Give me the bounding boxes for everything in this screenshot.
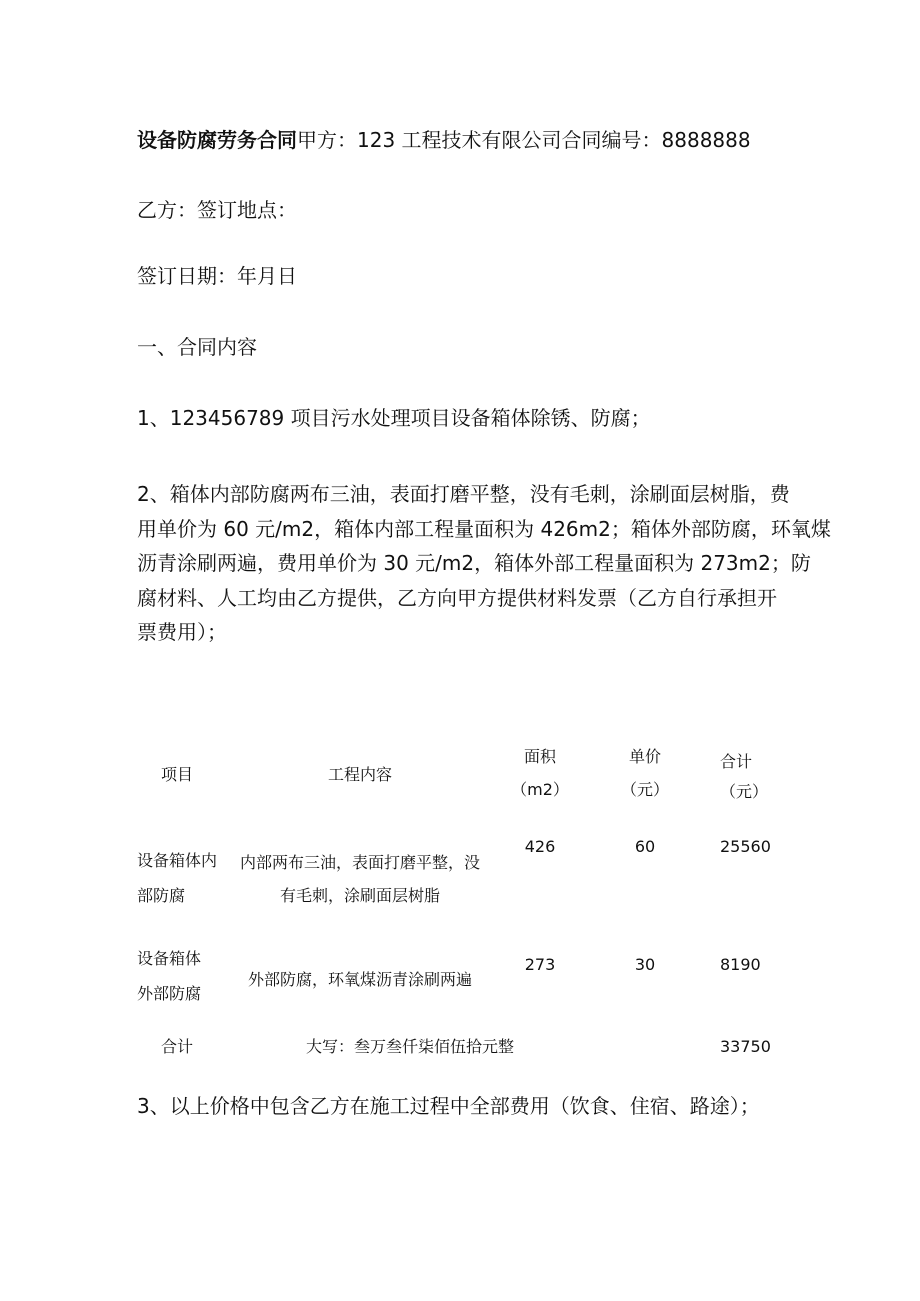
row-2-item: 外部防腐 <box>137 984 202 1003</box>
header-area: 面积 <box>523 747 556 766</box>
contract-number: 合同编号：8888888 <box>561 128 751 152</box>
row-1-content: 内部两布三油，表面打磨平整，没 <box>239 853 480 872</box>
header-total-unit: （元） <box>720 782 769 801</box>
clause-2-line: 沥青涂刷两遍，费用单价为 30 元/m2，箱体外部工程量面积为 273m2；防 <box>137 551 811 575</box>
signing-date-line: 签订日期：年月日 <box>137 264 297 288</box>
header-area-unit: （m2） <box>511 780 569 799</box>
row-2-item: 设备箱体 <box>137 949 202 968</box>
row-2-area: 273 <box>524 955 556 974</box>
row-1-price: 60 <box>634 837 656 856</box>
header-line <box>137 130 787 150</box>
sum-label: 合计 <box>160 1037 193 1056</box>
row-1-total: 25560 <box>720 837 771 856</box>
header-item: 项目 <box>160 765 193 784</box>
header-price: 单价 <box>628 747 661 766</box>
clause-2 <box>137 477 831 650</box>
row-1-item: 设备箱体内 <box>137 851 218 870</box>
row-2-price: 30 <box>634 955 656 974</box>
clause-2-line: 票费用）； <box>137 620 227 644</box>
clause-2-line: 腐材料、人工均由乙方提供，乙方向甲方提供材料发票（乙方自行承担开 <box>137 585 777 610</box>
row-1-content: 有毛刺，涂刷面层树脂 <box>279 886 440 905</box>
party-a: 甲方：123 工程技术有限公司 <box>297 128 562 152</box>
header-content: 工程内容 <box>327 765 392 784</box>
clause-2-line: 用单价为 60 元/m2，箱体内部工程量面积为 426m2；箱体外部防腐，环氧煤 <box>137 516 831 541</box>
row-2-total: 8190 <box>720 955 761 974</box>
party-b-line: 乙方：签订地点： <box>137 198 297 222</box>
contract-title: 设备防腐劳务合同 <box>137 128 297 152</box>
header-price-unit: （元） <box>620 780 669 799</box>
clause-1: 1、123456789 项目污水处理项目设备箱体除锈、防腐； <box>137 406 651 430</box>
section-heading: 一、合同内容 <box>137 335 257 359</box>
clause-3: 3、以上价格中包含乙方在施工过程中全部费用（饮食、住宿、路途）； <box>137 1094 760 1118</box>
sum-uppercase: 大写：叁万叁仟柒佰伍拾元整 <box>305 1037 514 1056</box>
row-1-item: 部防腐 <box>137 886 186 905</box>
clause-2-line: 2、箱体内部防腐两布三油，表面打磨平整，没有毛刺，涂刷面层树脂，费 <box>137 482 790 506</box>
header-total: 合计 <box>720 752 753 771</box>
sum-total: 33750 <box>720 1037 771 1056</box>
row-2-content: 外部防腐，环氧煤沥青涂刷两遍 <box>247 970 472 989</box>
row-1-area: 426 <box>524 837 556 856</box>
